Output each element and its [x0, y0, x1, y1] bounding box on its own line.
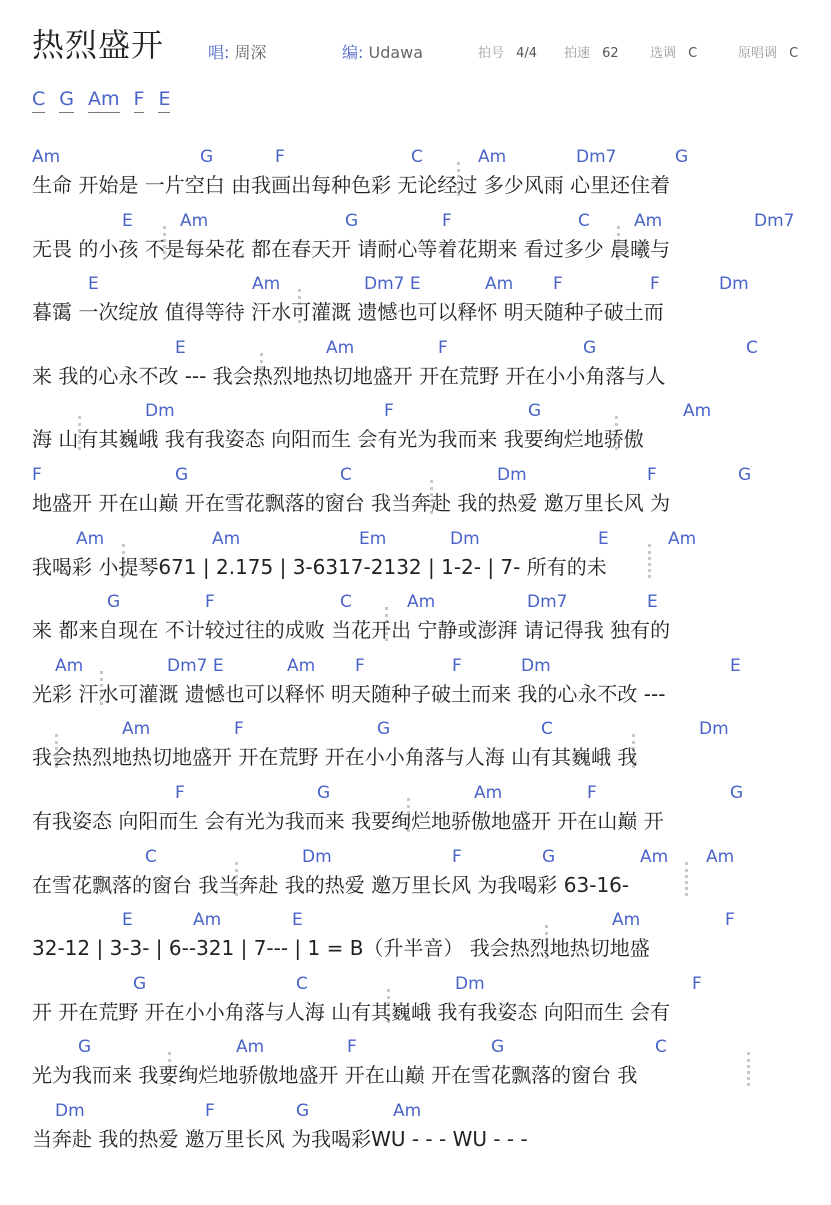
chord-label[interactable]: G	[675, 147, 689, 167]
lyric-text: 开 开在荒野 开在小小角落与人海 山有其巍峨 我有我姿态 向阳而生 会有	[32, 999, 671, 1024]
sheet-header	[0, 0, 831, 80]
chord-label[interactable]: Dm	[699, 719, 729, 740]
chord-label[interactable]: Am	[485, 274, 514, 295]
chord-label[interactable]: Dm7	[576, 147, 617, 167]
chord-label[interactable]: Dm	[719, 274, 749, 295]
chord-label[interactable]: Am	[122, 719, 151, 740]
arranger-label: 编:	[342, 43, 364, 62]
chord-label[interactable]: C	[296, 973, 308, 994]
sheet-line	[0, 1038, 831, 1098]
chord-label[interactable]: G	[107, 592, 121, 613]
chord-label[interactable]: E	[88, 274, 99, 295]
beat-meta	[478, 42, 537, 61]
chord-label[interactable]: Am	[640, 846, 669, 867]
chord-label[interactable]: Am	[180, 210, 209, 231]
sheet-line	[0, 720, 831, 780]
orig-key-meta	[738, 42, 798, 61]
chord-label[interactable]: Dm	[497, 465, 527, 485]
chord-label[interactable]: F	[442, 210, 452, 231]
chord-label[interactable]: F	[205, 1101, 215, 1121]
arranger-name: Udawa	[368, 43, 424, 62]
lyric-text: 暮霭 一次绽放 值得等待 汗水可灌溉 遗憾也可以释怀 明天随种子破土而	[32, 300, 664, 325]
lyric-text: 光彩 汗水可灌溉 遗憾也可以释怀 明天随种子破土而来 我的心永不改 ---	[32, 681, 666, 706]
chord-label[interactable]: F	[553, 274, 563, 295]
chord-label[interactable]: F	[692, 973, 702, 994]
lyric-text: 当奔赴 我的热爱 邀万里长风 为我喝彩WU - - - WU - - -	[32, 1127, 528, 1151]
singer-meta	[208, 40, 267, 63]
bar-divider	[648, 544, 651, 578]
chord-label[interactable]: Am	[236, 1037, 265, 1058]
sheet-line	[0, 784, 831, 844]
chord-label[interactable]: F	[355, 655, 365, 676]
tempo-meta	[564, 42, 619, 61]
lyric-text: 无畏 的小孩 不是每朵花 都在春天开 请耐心等着花期来 看过多少 晨曦与	[32, 236, 671, 261]
chord-label[interactable]: F	[347, 1037, 357, 1058]
chord-label[interactable]: C	[411, 147, 423, 167]
chord-label[interactable]: E	[647, 592, 658, 613]
beat-label: 拍号	[478, 46, 505, 61]
chord-label[interactable]: C	[340, 592, 352, 613]
key-label: 选调	[650, 46, 677, 61]
chord-summary-item[interactable]: E	[158, 89, 170, 113]
chord-label[interactable]: Dm	[145, 401, 175, 422]
chord-label[interactable]: E	[292, 910, 303, 931]
beat-value: 4/4	[516, 46, 538, 61]
chord-label[interactable]: F	[725, 910, 735, 931]
chord-label[interactable]: E	[730, 655, 741, 676]
sheet-line	[0, 975, 831, 1035]
key-value: C	[688, 46, 698, 61]
lyric-text: 来 我的心永不改 --- 我会热烈地热切地盛开 开在荒野 开在小小角落与人	[32, 363, 666, 388]
chord-label[interactable]: F	[205, 592, 215, 613]
chord-label[interactable]: E	[122, 910, 133, 931]
chord-label[interactable]: C	[145, 846, 157, 867]
chord-label[interactable]: G	[200, 147, 214, 167]
chord-label[interactable]: F	[438, 337, 448, 358]
chord-label[interactable]: Dm	[521, 655, 551, 676]
sheet-line	[0, 275, 831, 335]
chord-label[interactable]: Dm	[450, 528, 480, 549]
bar-divider	[685, 862, 688, 896]
chord-label[interactable]: E	[122, 210, 133, 231]
chord-label[interactable]: G	[491, 1037, 505, 1058]
chord-label[interactable]: Am	[612, 910, 641, 931]
lyric-text: 有我姿态 向阳而生 会有光为我而来 我要绚烂地骄傲地盛开 开在山巅 开	[32, 809, 664, 833]
sheet-line	[0, 530, 831, 590]
chord-summary-item[interactable]: F	[134, 89, 145, 113]
chord-label[interactable]: F	[32, 465, 42, 485]
sheet-line	[0, 339, 831, 399]
sheet-line	[0, 657, 831, 717]
chord-label[interactable]: G	[345, 210, 359, 231]
chord-label[interactable]: Dm7 E	[364, 274, 421, 295]
chord-label[interactable]: F	[452, 846, 462, 867]
chord-summary	[32, 88, 184, 113]
chord-label[interactable]: Am	[252, 274, 281, 295]
arranger-meta	[342, 40, 423, 63]
chord-label[interactable]: Am	[32, 147, 61, 167]
sheet-line	[0, 911, 831, 971]
chord-label[interactable]: Am	[634, 210, 663, 231]
chord-label[interactable]: G	[133, 973, 147, 994]
lyric-text: 32-12 | 3-3- | 6--321 | 7--- | 1 = B（升半音） 我会热烈地热切地盛	[32, 936, 650, 961]
sheet-line	[0, 466, 831, 526]
chord-label[interactable]: Em	[359, 528, 387, 549]
chord-label[interactable]: Dm	[455, 973, 485, 994]
chord-label[interactable]: E	[598, 528, 609, 549]
tempo-value: 62	[602, 46, 619, 61]
chord-label[interactable]: Am	[326, 337, 355, 358]
chord-label[interactable]: Dm	[55, 1101, 85, 1121]
chord-label[interactable]: Am	[393, 1101, 422, 1121]
chord-summary-item[interactable]: G	[59, 89, 74, 113]
chord-label[interactable]: Am	[668, 528, 697, 549]
lyric-text: 在雪花飘落的窗台 我当奔赴 我的热爱 邀万里长风 为我喝彩 63-16-	[32, 872, 630, 897]
chord-label[interactable]: Am	[407, 592, 436, 613]
chord-label[interactable]: Am	[76, 528, 105, 549]
chord-label[interactable]: F	[175, 783, 185, 803]
chord-label[interactable]: Am	[706, 846, 735, 867]
chord-label[interactable]: Am	[193, 910, 222, 931]
lyric-text: 我会热烈地热切地盛开 开在荒野 开在小小角落与人海 山有其巍峨 我	[32, 745, 638, 770]
chord-label[interactable]: C	[746, 337, 758, 358]
song-title: 热烈盛开	[32, 26, 165, 64]
chord-label[interactable]: G	[78, 1037, 92, 1058]
sheet-line	[0, 848, 831, 908]
chord-label[interactable]: C	[655, 1037, 667, 1058]
chord-label[interactable]: G	[542, 846, 556, 867]
sheet-line	[0, 1102, 831, 1162]
chord-label[interactable]: F	[452, 655, 462, 676]
singer-name: 周深	[234, 43, 267, 62]
lyric-text: 地盛开 开在山巅 开在雪花飘落的窗台 我当奔赴 我的热爱 邀万里长风 为	[32, 491, 671, 515]
chord-label[interactable]: Am	[55, 655, 84, 676]
key-meta	[650, 42, 697, 61]
chord-label[interactable]: Am	[478, 147, 507, 167]
chord-summary-item[interactable]: Am	[88, 89, 120, 113]
chord-label[interactable]: Am	[474, 783, 503, 803]
chord-label[interactable]: F	[384, 401, 394, 422]
chord-summary-item[interactable]: C	[32, 89, 45, 113]
sheet-line	[0, 148, 831, 208]
lyric-text: 光为我而来 我要绚烂地骄傲地盛开 开在山巅 开在雪花飘落的窗台 我	[32, 1063, 638, 1088]
chord-label[interactable]: G	[583, 337, 597, 358]
chord-label[interactable]: F	[234, 719, 244, 740]
tempo-label: 拍速	[564, 46, 591, 61]
chord-label[interactable]: Dm	[302, 846, 332, 867]
lyric-text: 来 都来自现在 不计较过往的成败 当花开出 宁静或澎湃 请记得我 独有的	[32, 618, 671, 643]
chord-label[interactable]: Dm7 E	[167, 655, 224, 676]
chord-label[interactable]: Dm7	[527, 592, 568, 613]
chord-label[interactable]: Dm7	[754, 210, 795, 231]
singer-label: 唱:	[208, 43, 230, 62]
orig-key-label: 原唱调	[738, 46, 778, 61]
chord-label[interactable]: G	[730, 783, 744, 803]
bar-divider	[747, 1052, 750, 1086]
lyric-text: 生命 开始是 一片空白 由我画出每种色彩 无论经过 多少风雨 心里还住着	[32, 173, 671, 197]
chord-label[interactable]: F	[647, 465, 657, 485]
sheet-line	[0, 593, 831, 653]
chord-label[interactable]: E	[175, 337, 186, 358]
sheet-line	[0, 212, 831, 272]
sheet-line	[0, 402, 831, 462]
chord-label[interactable]: G	[738, 465, 752, 485]
chord-label[interactable]: G	[317, 783, 331, 803]
chord-label[interactable]: G	[175, 465, 189, 485]
lyric-text: 我喝彩 小提琴671 | 2.175 | 3-6317-2132 | 1-2- | 7- 所有的未	[32, 554, 607, 579]
chord-label[interactable]: F	[275, 147, 285, 167]
chord-label[interactable]: F	[587, 783, 597, 803]
orig-key-value: C	[789, 46, 799, 61]
chord-label[interactable]: C	[541, 719, 553, 740]
chord-label[interactable]: C	[578, 210, 590, 231]
lyric-text: 海 山有其巍峨 我有我姿态 向阳而生 会有光为我而来 我要绚烂地骄傲	[32, 427, 644, 452]
chord-label[interactable]: G	[528, 401, 542, 422]
chord-label[interactable]: G	[377, 719, 391, 740]
chord-label[interactable]: C	[340, 465, 352, 485]
chord-label[interactable]: Am	[212, 528, 241, 549]
chord-label[interactable]: G	[296, 1101, 310, 1121]
chord-label[interactable]: F	[650, 274, 660, 295]
chord-label[interactable]: Am	[683, 401, 712, 422]
chord-label[interactable]: Am	[287, 655, 316, 676]
